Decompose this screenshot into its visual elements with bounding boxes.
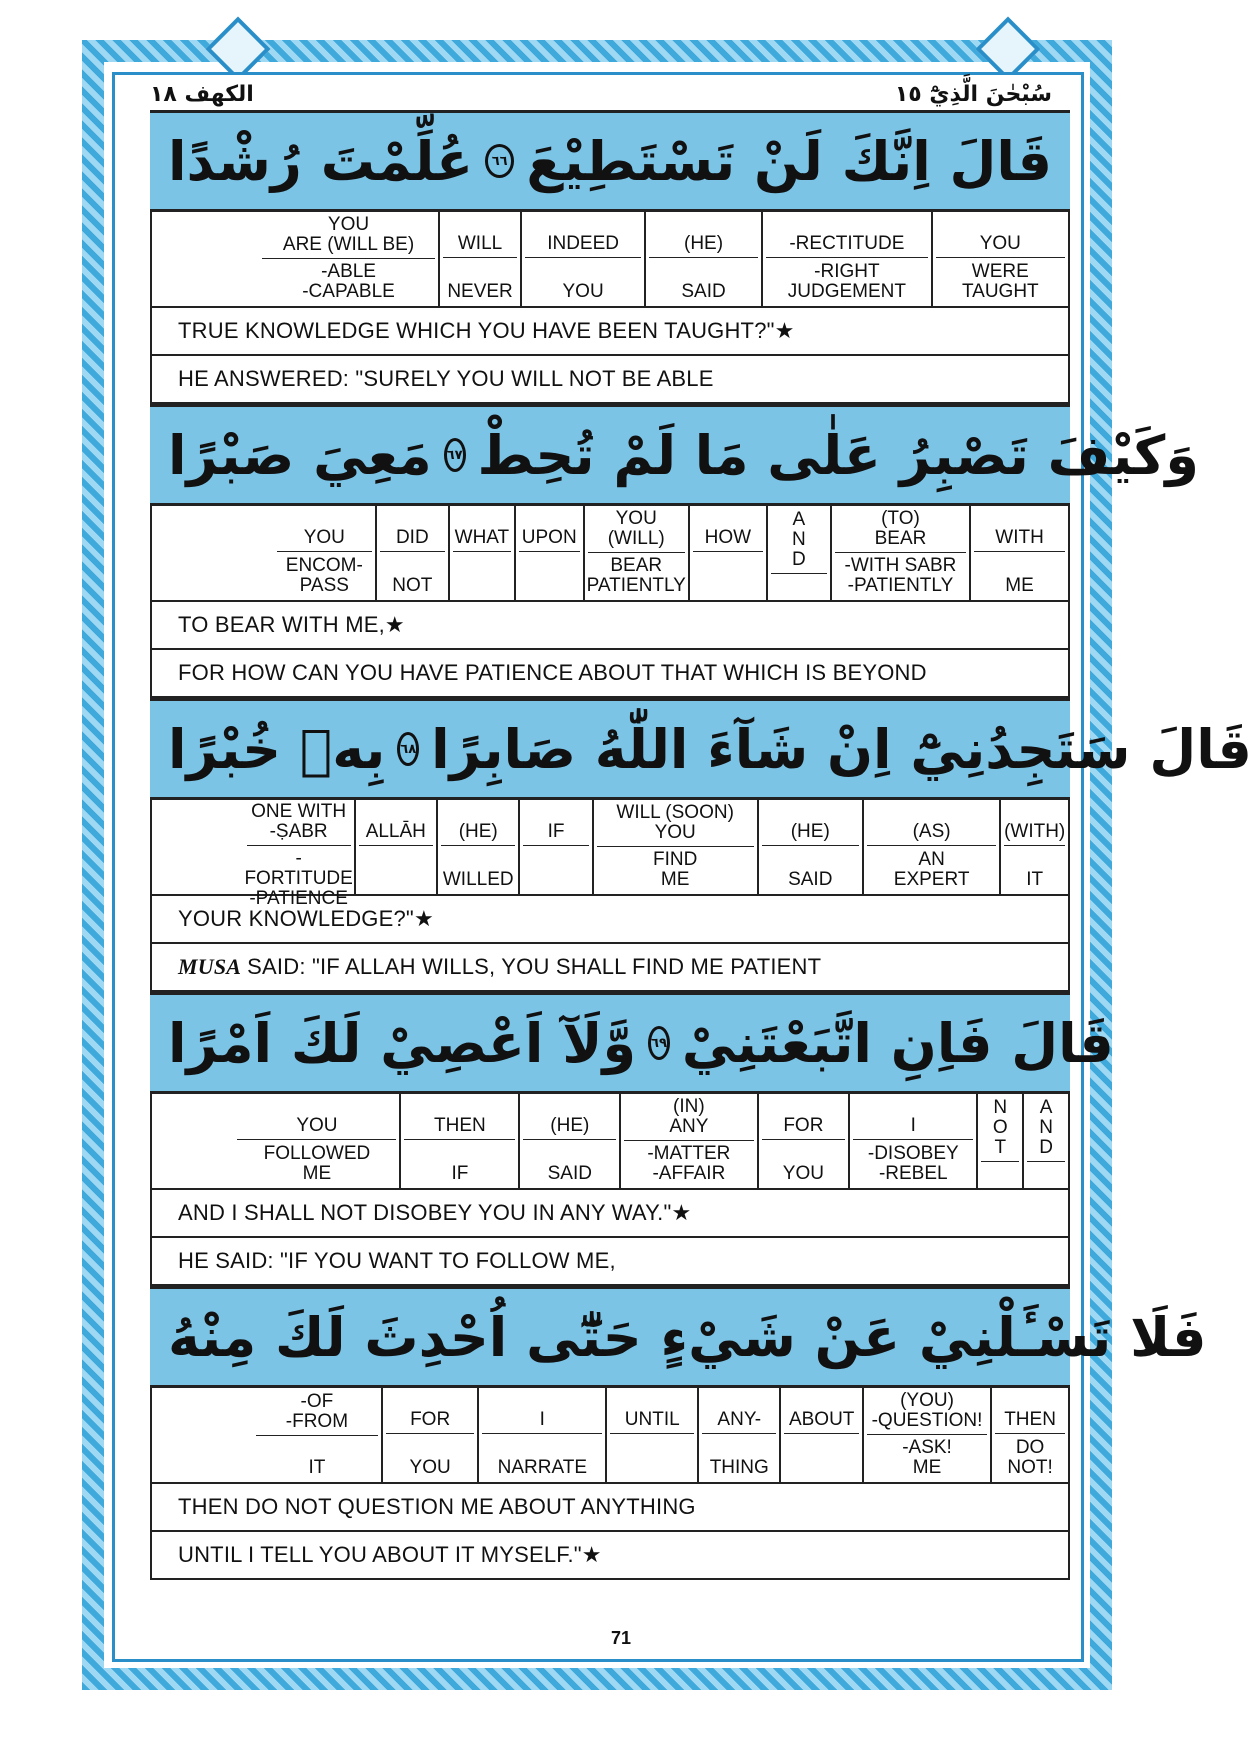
word-meaning-top: WILL (SOON) YOU xyxy=(597,804,754,847)
juz-title: سُبْحٰنَ الَّذِيْٓ ١٥ xyxy=(894,82,1052,107)
translation-line xyxy=(150,1484,1070,1532)
word-meaning-bottom xyxy=(453,593,511,596)
word-meaning-top: (WITH) xyxy=(1004,804,1065,846)
translation-text: HE SAID: "IF YOU WANT TO FOLLOW ME, xyxy=(178,1248,616,1273)
word-meaning-top: (IN) ANY xyxy=(624,1098,753,1141)
ayah-number-marker: ٦٨ xyxy=(397,732,419,766)
arabic-verse-band xyxy=(150,110,1070,212)
word-by-word-grid xyxy=(150,1388,1070,1484)
word-meaning-bottom: YOU xyxy=(409,1457,451,1478)
word-cell xyxy=(999,800,1068,894)
word-cell xyxy=(848,1094,976,1188)
translation-text: UNTIL I TELL YOU ABOUT IT MYSELF."★ xyxy=(178,1542,602,1567)
word-meaning-top: WHAT xyxy=(453,510,511,552)
word-by-word-grid xyxy=(150,212,1070,308)
word-meaning-top: WITH xyxy=(974,510,1065,552)
word-meaning-bottom: NOT xyxy=(392,575,433,596)
speaker-name: MUSA xyxy=(178,954,242,979)
word-meaning-bottom: DO NOT! xyxy=(1007,1437,1053,1478)
word-meaning-top: A N D xyxy=(1027,1098,1065,1162)
word-cell xyxy=(757,1094,849,1188)
arabic-text: وَكَيْفَ تَصْبِرُ عَلٰى مَا لَمْ تُحِطْ xyxy=(477,423,1199,487)
word-meaning-bottom xyxy=(981,1181,1019,1184)
word-cell xyxy=(990,1388,1068,1482)
word-meaning-bottom: SAID xyxy=(547,1163,592,1184)
word-meaning-bottom: YOU xyxy=(562,281,604,302)
translation-text: YOUR KNOWLEDGE?"★ xyxy=(178,906,434,931)
word-meaning-top: YOU xyxy=(277,510,372,552)
arabic-text: قَالَ فَاِنِ اتَّبَعْتَنِيْ xyxy=(681,1011,1114,1075)
word-meaning-bottom: FIND ME xyxy=(652,849,698,890)
word-cell xyxy=(477,1388,605,1482)
word-meaning-bottom: ENCOM- PASS xyxy=(285,555,363,596)
word-cell xyxy=(518,1094,619,1188)
word-meaning-bottom: -FORTITUDE -PATIENCE xyxy=(244,848,353,909)
word-meaning-bottom: SAID xyxy=(788,869,833,890)
word-meaning-bottom: NEVER xyxy=(447,281,513,302)
arabic-text: مَعِيَ صَبْرًا xyxy=(168,423,432,487)
word-cell xyxy=(862,1388,990,1482)
translation-line xyxy=(150,308,1070,356)
translation-text: SAID: "IF ALLAH WILLS, YOU SHALL FIND ME PATIENT xyxy=(247,954,822,979)
word-cell xyxy=(605,1388,697,1482)
translation-text: TO BEAR WITH ME,★ xyxy=(178,612,405,637)
word-cell xyxy=(969,506,1068,600)
word-cell xyxy=(399,1094,518,1188)
arabic-verse-band xyxy=(150,1286,1207,1388)
word-meaning-top: (YOU) -QUESTION! xyxy=(867,1392,987,1435)
word-meaning-top: YOU (WILL) xyxy=(588,510,685,553)
word-meaning-top: (AS) xyxy=(867,804,996,846)
word-cell xyxy=(438,212,520,306)
word-cell xyxy=(253,1388,381,1482)
word-meaning-top: -OF -FROM xyxy=(256,1392,378,1436)
word-meaning-bottom: -DISOBEY -REBEL xyxy=(867,1143,959,1184)
word-meaning-top: HOW xyxy=(693,510,763,552)
arabic-verse-band xyxy=(150,404,1199,506)
word-cell xyxy=(518,800,591,894)
word-meaning-top: ALLĀH xyxy=(359,804,433,846)
word-meaning-top: ANY- xyxy=(702,1392,776,1434)
word-meaning-bottom: -MATTER -AFFAIR xyxy=(647,1143,731,1184)
word-cell xyxy=(766,506,830,600)
word-meaning-bottom xyxy=(523,887,588,890)
translation-line xyxy=(150,1238,1070,1286)
word-meaning-top: FOR xyxy=(762,1098,846,1140)
word-meaning-bottom: NARRATE xyxy=(497,1457,588,1478)
arabic-text: قَالَ سَتَجِدُنِيْٓ اِنْ شَآءَ اللّٰهُ صَابِرًا xyxy=(431,717,1252,781)
word-cell xyxy=(644,212,761,306)
word-by-word-grid xyxy=(150,800,1070,909)
word-meaning-top: I xyxy=(853,1098,973,1140)
word-meaning-bottom xyxy=(771,593,827,596)
word-meaning-top: (HE) xyxy=(523,1098,616,1140)
word-meaning-top: IF xyxy=(523,804,588,846)
word-cell xyxy=(757,800,862,894)
word-meaning-bottom: BEAR PATIENTLY xyxy=(586,555,686,596)
word-meaning-top: THEN xyxy=(995,1392,1065,1434)
word-meaning-top: YOU xyxy=(237,1098,396,1140)
word-meaning-bottom xyxy=(359,887,433,890)
word-meaning-bottom: AN EXPERT xyxy=(893,849,970,890)
word-meaning-bottom xyxy=(693,593,763,596)
word-cell xyxy=(619,1094,756,1188)
word-meaning-top: (HE) xyxy=(649,216,758,258)
word-meaning-top: THEN xyxy=(404,1098,515,1140)
word-cell xyxy=(514,506,583,600)
translation-text: THEN DO NOT QUESTION ME ABOUT ANYTHING xyxy=(178,1494,696,1519)
word-by-word-grid xyxy=(150,506,1070,602)
word-cell xyxy=(697,1388,779,1482)
word-cell xyxy=(354,800,436,894)
word-meaning-bottom: WILLED xyxy=(442,869,514,890)
word-cell xyxy=(583,506,688,600)
word-cell xyxy=(244,800,354,909)
word-meaning-top: I xyxy=(482,1392,602,1434)
word-cell xyxy=(234,1094,399,1188)
arabic-text: فَلَا تَسْـَٔلْنِيْ عَنْ شَيْءٍ حَتّٰٓى اُحْدِثَ لَكَ مِنْهُ xyxy=(168,1305,1207,1369)
translation-line xyxy=(150,602,1070,650)
arabic-text: قَالَ اِنَّكَ لَنْ تَسْتَطِيْعَ xyxy=(526,129,1052,193)
word-meaning-bottom xyxy=(1027,1181,1065,1184)
word-meaning-bottom: ME xyxy=(1005,575,1034,596)
word-meaning-bottom xyxy=(784,1475,858,1478)
arabic-text: وَّلَآ اَعْصِيْ لَكَ اَمْرًا xyxy=(168,1011,637,1075)
ayah-number-marker: ٦٦ xyxy=(485,144,514,178)
word-cell xyxy=(448,506,514,600)
word-meaning-top: (TO) BEAR xyxy=(835,510,966,553)
word-meaning-top: WILL xyxy=(443,216,517,258)
arabic-text: بِهٖ خُبْرًا xyxy=(168,717,386,781)
word-meaning-top: INDEED xyxy=(525,216,641,258)
word-meaning-bottom: -ASK! ME xyxy=(902,1437,952,1478)
word-meaning-bottom: IT xyxy=(1026,869,1044,890)
arabic-verse-band xyxy=(150,992,1114,1094)
word-meaning-top: FOR xyxy=(386,1392,474,1434)
word-meaning-top: DID xyxy=(380,510,445,552)
word-meaning-top: (HE) xyxy=(441,804,515,846)
word-meaning-top: YOU xyxy=(936,216,1065,258)
word-meaning-top: N O T xyxy=(981,1098,1019,1162)
word-cell xyxy=(375,506,448,600)
translation-text: HE ANSWERED: "SURELY YOU WILL NOT BE ABLE xyxy=(178,366,714,391)
word-meaning-top: YOU ARE (WILL BE) xyxy=(262,216,435,259)
translation-text: TRUE KNOWLEDGE WHICH YOU HAVE BEEN TAUGHT?"★ xyxy=(178,318,795,343)
translation-line xyxy=(150,1190,1070,1238)
word-meaning-bottom: -RIGHT JUDGEMENT xyxy=(787,261,906,302)
word-meaning-bottom: IT xyxy=(308,1457,326,1478)
word-meaning-top: ONE WITH -ṢABR xyxy=(247,804,351,846)
word-meaning-bottom: THING xyxy=(709,1457,769,1478)
word-cell xyxy=(862,800,999,894)
word-cell xyxy=(1022,1094,1068,1188)
word-cell xyxy=(976,1094,1022,1188)
page-content xyxy=(150,110,1252,1580)
translation-line xyxy=(150,356,1070,404)
arabic-text: عُلِّمْتَ رُشْدًا xyxy=(168,129,473,193)
word-by-word-grid xyxy=(150,1094,1070,1190)
word-meaning-bottom: FOLLOWED ME xyxy=(263,1143,371,1184)
word-cell xyxy=(688,506,766,600)
word-cell xyxy=(830,506,969,600)
word-meaning-top: ABOUT xyxy=(784,1392,858,1434)
word-meaning-bottom: -ABLE -CAPABLE xyxy=(302,261,395,302)
word-cell xyxy=(931,212,1068,306)
translation-text: FOR HOW CAN YOU HAVE PATIENCE ABOUT THAT WHICH IS BEYOND xyxy=(178,660,927,685)
word-meaning-top: (HE) xyxy=(762,804,859,846)
word-meaning-bottom: IF xyxy=(451,1163,469,1184)
translation-line xyxy=(150,650,1070,698)
word-cell xyxy=(779,1388,861,1482)
surah-title: الكهف ١٨ xyxy=(150,82,254,107)
word-meaning-top: -RECTITUDE xyxy=(766,216,927,258)
word-cell xyxy=(381,1388,477,1482)
translation-line xyxy=(150,1532,1070,1580)
word-meaning-bottom: SAID xyxy=(681,281,726,302)
ayah-number-marker: ٦٩ xyxy=(648,1026,670,1060)
word-cell xyxy=(520,212,644,306)
word-cell xyxy=(259,212,438,306)
word-cell xyxy=(436,800,518,894)
word-meaning-top: UNTIL xyxy=(610,1392,694,1434)
word-cell xyxy=(592,800,757,894)
word-meaning-bottom: YOU xyxy=(782,1163,824,1184)
arabic-verse-band xyxy=(150,698,1252,800)
word-meaning-bottom: -WITH SABR -PATIENTLY xyxy=(844,555,957,596)
word-meaning-top: A N D xyxy=(771,510,827,574)
word-cell xyxy=(761,212,930,306)
ayah-number-marker: ٦٧ xyxy=(444,438,466,472)
word-meaning-top: UPON xyxy=(519,510,580,552)
word-meaning-bottom xyxy=(519,593,580,596)
word-meaning-bottom: WERE TAUGHT xyxy=(961,261,1039,302)
translation-line xyxy=(150,944,1070,992)
translation-text: AND I SHALL NOT DISOBEY YOU IN ANY WAY."★ xyxy=(178,1200,692,1225)
page-number: 71 xyxy=(610,1628,632,1648)
word-cell xyxy=(274,506,375,600)
word-meaning-bottom xyxy=(610,1475,694,1478)
